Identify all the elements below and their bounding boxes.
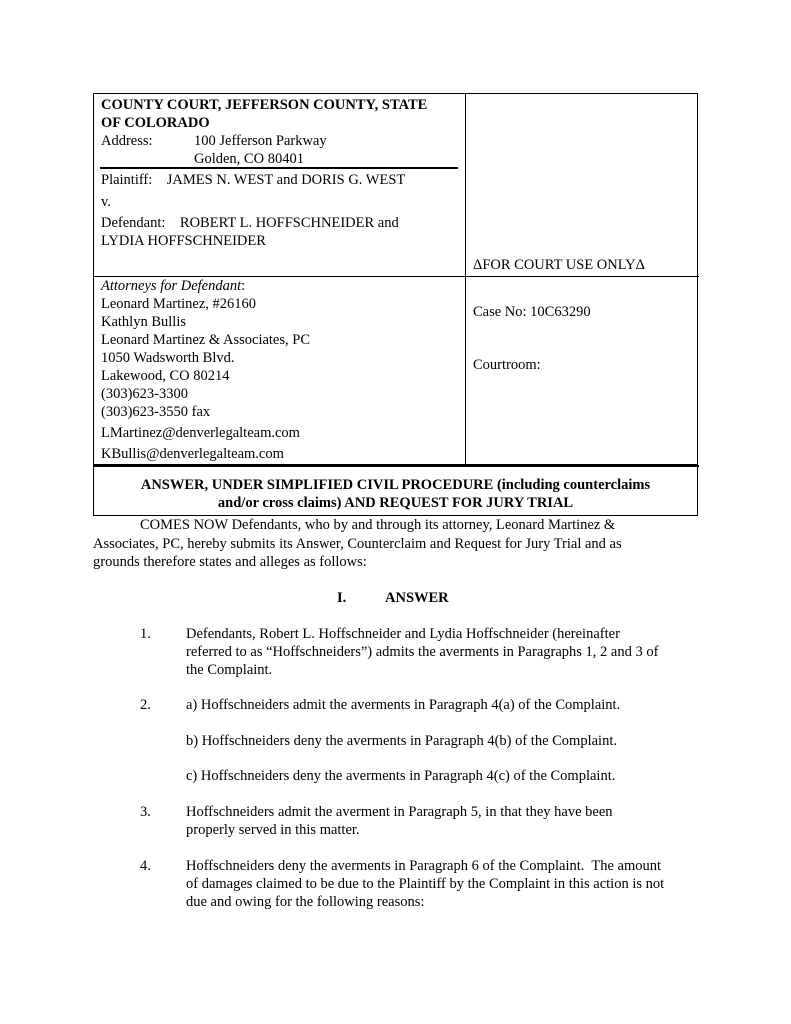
courtroom: Courtroom: xyxy=(473,357,541,373)
attorney-line: Lakewood, CO 80214 xyxy=(101,368,230,384)
document-title-box xyxy=(93,465,698,516)
item-text-line: properly served in this matter. xyxy=(186,822,360,838)
case-number: Case No: 10C63290 xyxy=(473,304,591,320)
plaintiff-line: Plaintiff: JAMES N. WEST and DORIS G. WEST xyxy=(101,172,406,188)
caption-divider-vertical xyxy=(465,94,466,466)
item-text-line: the Complaint. xyxy=(186,662,273,678)
intro-line3: grounds therefore states and alleges as follows: xyxy=(93,554,367,570)
item-text-line: due and owing for the following reasons: xyxy=(186,894,425,910)
item-text-line: referred to as “Hoffschneiders”) admits the averments in Paragraphs 1, 2 and 3 of xyxy=(186,644,659,660)
versus: v. xyxy=(101,194,111,210)
intro-line2: Associates, PC, hereby submits its Answer, Counterclaim and Request for Jury Trial and as xyxy=(93,536,622,552)
email-link[interactable]: LMartinez@denverlegalteam.com xyxy=(101,425,300,441)
attorneys-heading xyxy=(101,277,245,295)
item-text-line: Hoffschneiders admit the averment in Paragraph 5, in that they have been xyxy=(186,804,613,820)
intro-line1: COMES NOW Defendants, who by and through its attorney, Leonard Martinez & xyxy=(140,517,616,533)
item-text-line: Hoffschneiders deny the averments in Paragraph 6 of the Complaint. The amount xyxy=(186,858,662,874)
address-line1: 100 Jefferson Parkway xyxy=(194,133,327,149)
address-label: Address: xyxy=(101,133,153,149)
item-number: 2. xyxy=(140,697,151,713)
attorney-line: (303)623-3300 xyxy=(101,386,188,402)
item-number: 3. xyxy=(140,804,151,820)
court-name-line1: COUNTY COURT, JEFFERSON COUNTY, STATE xyxy=(101,97,428,113)
item-subparagraph: c) Hoffschneiders deny the averments in Paragraph 4(c) of the Complaint. xyxy=(186,768,616,784)
court-name-line2: OF COLORADO xyxy=(101,115,210,131)
attorney-line: (303)623-3550 fax xyxy=(101,404,211,420)
attorney-line: Leonard Martinez & Associates, PC xyxy=(101,332,310,348)
address-line2: Golden, CO 80401 xyxy=(194,151,304,167)
email-link[interactable]: KBullis@denverlegalteam.com xyxy=(101,446,284,462)
attorneys-colon: : xyxy=(241,278,246,294)
attorney-line: 1050 Wadsworth Blvd. xyxy=(101,350,235,366)
item-subparagraph: b) Hoffschneiders deny the averments in Paragraph 4(b) of the Complaint. xyxy=(186,733,617,749)
item-text-line: Defendants, Robert L. Hoffschneider and Lydia Hoffschneider (hereinafter xyxy=(186,626,620,642)
caption-table xyxy=(93,93,698,465)
section-number: I. xyxy=(337,590,347,606)
document-title-line2: and/or cross claims) AND REQUEST FOR JURY TRIAL xyxy=(217,495,574,511)
item-number: 1. xyxy=(140,626,151,642)
item-text-line: of damages claimed to be due to the Plaintiff by the Complaint in this action is not xyxy=(186,876,665,892)
attorney-line: Kathlyn Bullis xyxy=(101,314,186,330)
defendant-line1: Defendant: ROBERT L. HOFFSCHNEIDER and xyxy=(101,215,399,231)
court-use-only: ΔFOR COURT USE ONLYΔ xyxy=(473,257,645,273)
attorney-line: Leonard Martinez, #26160 xyxy=(101,296,257,312)
section-heading: ANSWER xyxy=(385,590,449,606)
item-subparagraph: a) Hoffschneiders admit the averments in Paragraph 4(a) of the Complaint. xyxy=(186,697,621,713)
defendant-line2: LYDIA HOFFSCHNEIDER xyxy=(101,233,266,249)
document-title-line1: ANSWER, UNDER SIMPLIFIED CIVIL PROCEDURE (including counterclaims xyxy=(140,477,651,493)
attorneys-label: Attorneys for Defendant xyxy=(101,278,242,294)
item-number: 4. xyxy=(140,858,151,874)
